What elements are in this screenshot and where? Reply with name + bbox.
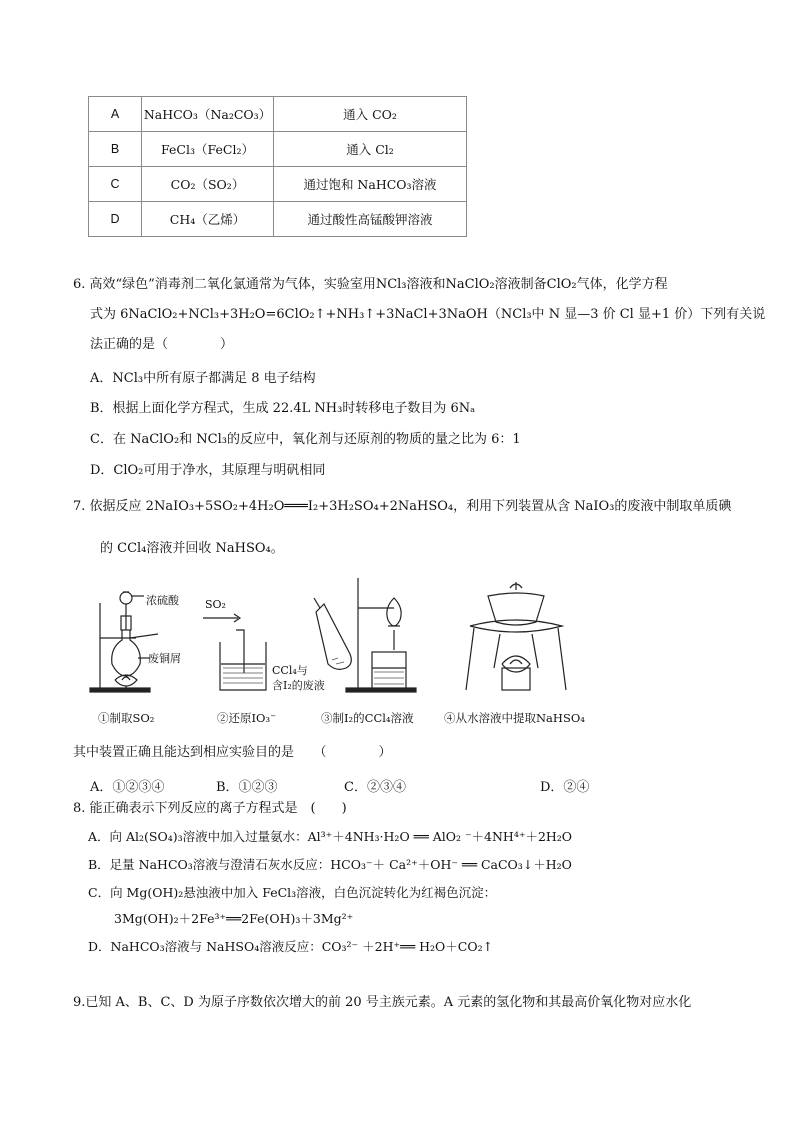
- label-so2: SO₂: [205, 598, 226, 611]
- table-cell-letter: C: [89, 167, 142, 202]
- q6-stem-line1: 6. 高效“绿色”消毒剂二氧化氯通常为气体，实验室用NCl₃溶液和NaClO₂溶液制备ClO₂气体，化学方程: [73, 277, 668, 292]
- q6-option-b: B．根据上面化学方程式，生成 22.4L NH₃时转移电子数目为 6Nₐ: [90, 401, 476, 416]
- q6-stem-line3: 法正确的是（ ）: [90, 337, 234, 352]
- q7-option-d: D．②④: [540, 780, 590, 795]
- apparatus-2-icon: [203, 614, 266, 690]
- q8-stem: 8. 能正确表示下列反应的离子方程式是 ( ): [73, 801, 347, 816]
- table-row: [89, 97, 467, 132]
- caption-4: ④从水溶液中提取NaHSO₄: [444, 711, 585, 725]
- q8-option-c-equation: 3Mg(OH)₂＋2Fe³⁺══2Fe(OH)₃＋3Mg²⁺: [114, 911, 354, 926]
- apparatus-figure: [88, 568, 628, 703]
- q6-option-d: D．ClO₂可用于净水，其原理与明矾相同: [90, 463, 326, 478]
- q8-option-c: C．向 Mg(OH)₂悬浊液中加入 FeCl₃溶液，白色沉淀转化为红褐色沉淀：: [88, 885, 497, 900]
- caption-3: ③制I₂的CCl₄溶液: [321, 711, 414, 725]
- apparatus-3-icon: [314, 578, 416, 692]
- table-row: [89, 132, 467, 167]
- label-conc-sulfuric-acid: 浓硫酸: [146, 594, 179, 607]
- table-cell-substance: CO₂（SO₂）: [142, 167, 274, 202]
- table-cell-letter: B: [89, 132, 142, 167]
- q6-option-a: A．NCl₃中所有原子都满足 8 电子结构: [90, 371, 316, 386]
- q8-option-d: D．NaHCO₃溶液与 NaHSO₄溶液反应：CO₃²⁻ ＋2H⁺══ H₂O＋CO₂↑: [88, 939, 494, 954]
- label-waste-liquid: 含I₂的废液: [272, 679, 325, 692]
- q7-stem-line1: 7. 依据反应 2NaIO₃+5SO₂+4H₂O═══I₂+3H₂SO₄+2NaHSO₄，利用下列装置从含 NaIO₃的废液中制取单质碘: [73, 499, 732, 514]
- table-cell-substance: NaHCO₃（Na₂CO₃）: [142, 97, 274, 132]
- q7-option-b: B．①②③: [216, 780, 278, 795]
- table-cell-method: 通过酸性高锰酸钾溶液: [274, 202, 467, 237]
- table-cell-letter: A: [89, 97, 142, 132]
- q8-option-b: B．足量 NaHCO₃溶液与澄清石灰水反应：HCO₃⁻＋ Ca²⁺＋OH⁻ ══ CaCO₃↓＋H₂O: [88, 857, 572, 872]
- q7-option-a: A．①②③④: [90, 780, 165, 795]
- apparatus-4-icon: [466, 582, 566, 690]
- table-cell-substance: FeCl₃（FeCl₂）: [142, 132, 274, 167]
- q6-stem-line2: 式为 6NaClO₂+NCl₃+3H₂O=6ClO₂↑+NH₃↑+3NaCl+3NaOH（NCl₃中 N 显—3 价 Cl 显+1 价）下列有关说: [90, 307, 766, 322]
- table-row: [89, 167, 467, 202]
- q7-question: 其中装置正确且能达到相应实验目的是 （ ）: [73, 745, 392, 760]
- caption-1: ①制取SO₂: [98, 711, 155, 725]
- options-table: [88, 96, 467, 237]
- q7-stem-line2: 的 CCl₄溶液并回收 NaHSO₄。: [100, 541, 284, 556]
- label-ccl4: CCl₄与: [272, 664, 308, 677]
- label-waste-copper: 废铜屑: [148, 652, 181, 665]
- table-cell-letter: D: [89, 202, 142, 237]
- q6-option-c: C．在 NaClO₂和 NCl₃的反应中，氧化剂与还原剂的物质的量之比为 6：1: [90, 432, 521, 447]
- table-cell-substance: CH₄（乙烯）: [142, 202, 274, 237]
- table-row: [89, 202, 467, 237]
- q8-option-a: A．向 Al₂(SO₄)₃溶液中加入过量氨水：Al³⁺＋4NH₃·H₂O ══ AlO₂ ⁻＋4NH⁴⁺＋2H₂O: [88, 829, 573, 844]
- table-cell-method: 通入 CO₂: [274, 97, 467, 132]
- q7-option-c: C．②③④: [344, 780, 406, 795]
- caption-2: ②还原IO₃⁻: [217, 711, 277, 725]
- q9-stem-line1: 9.已知 A、B、C、D 为原子序数依次增大的前 20 号主族元素。A 元素的氢化物和其最高价氧化物对应水化: [73, 995, 692, 1010]
- table-cell-method: 通过饱和 NaHCO₃溶液: [274, 167, 467, 202]
- table-cell-method: 通入 Cl₂: [274, 132, 467, 167]
